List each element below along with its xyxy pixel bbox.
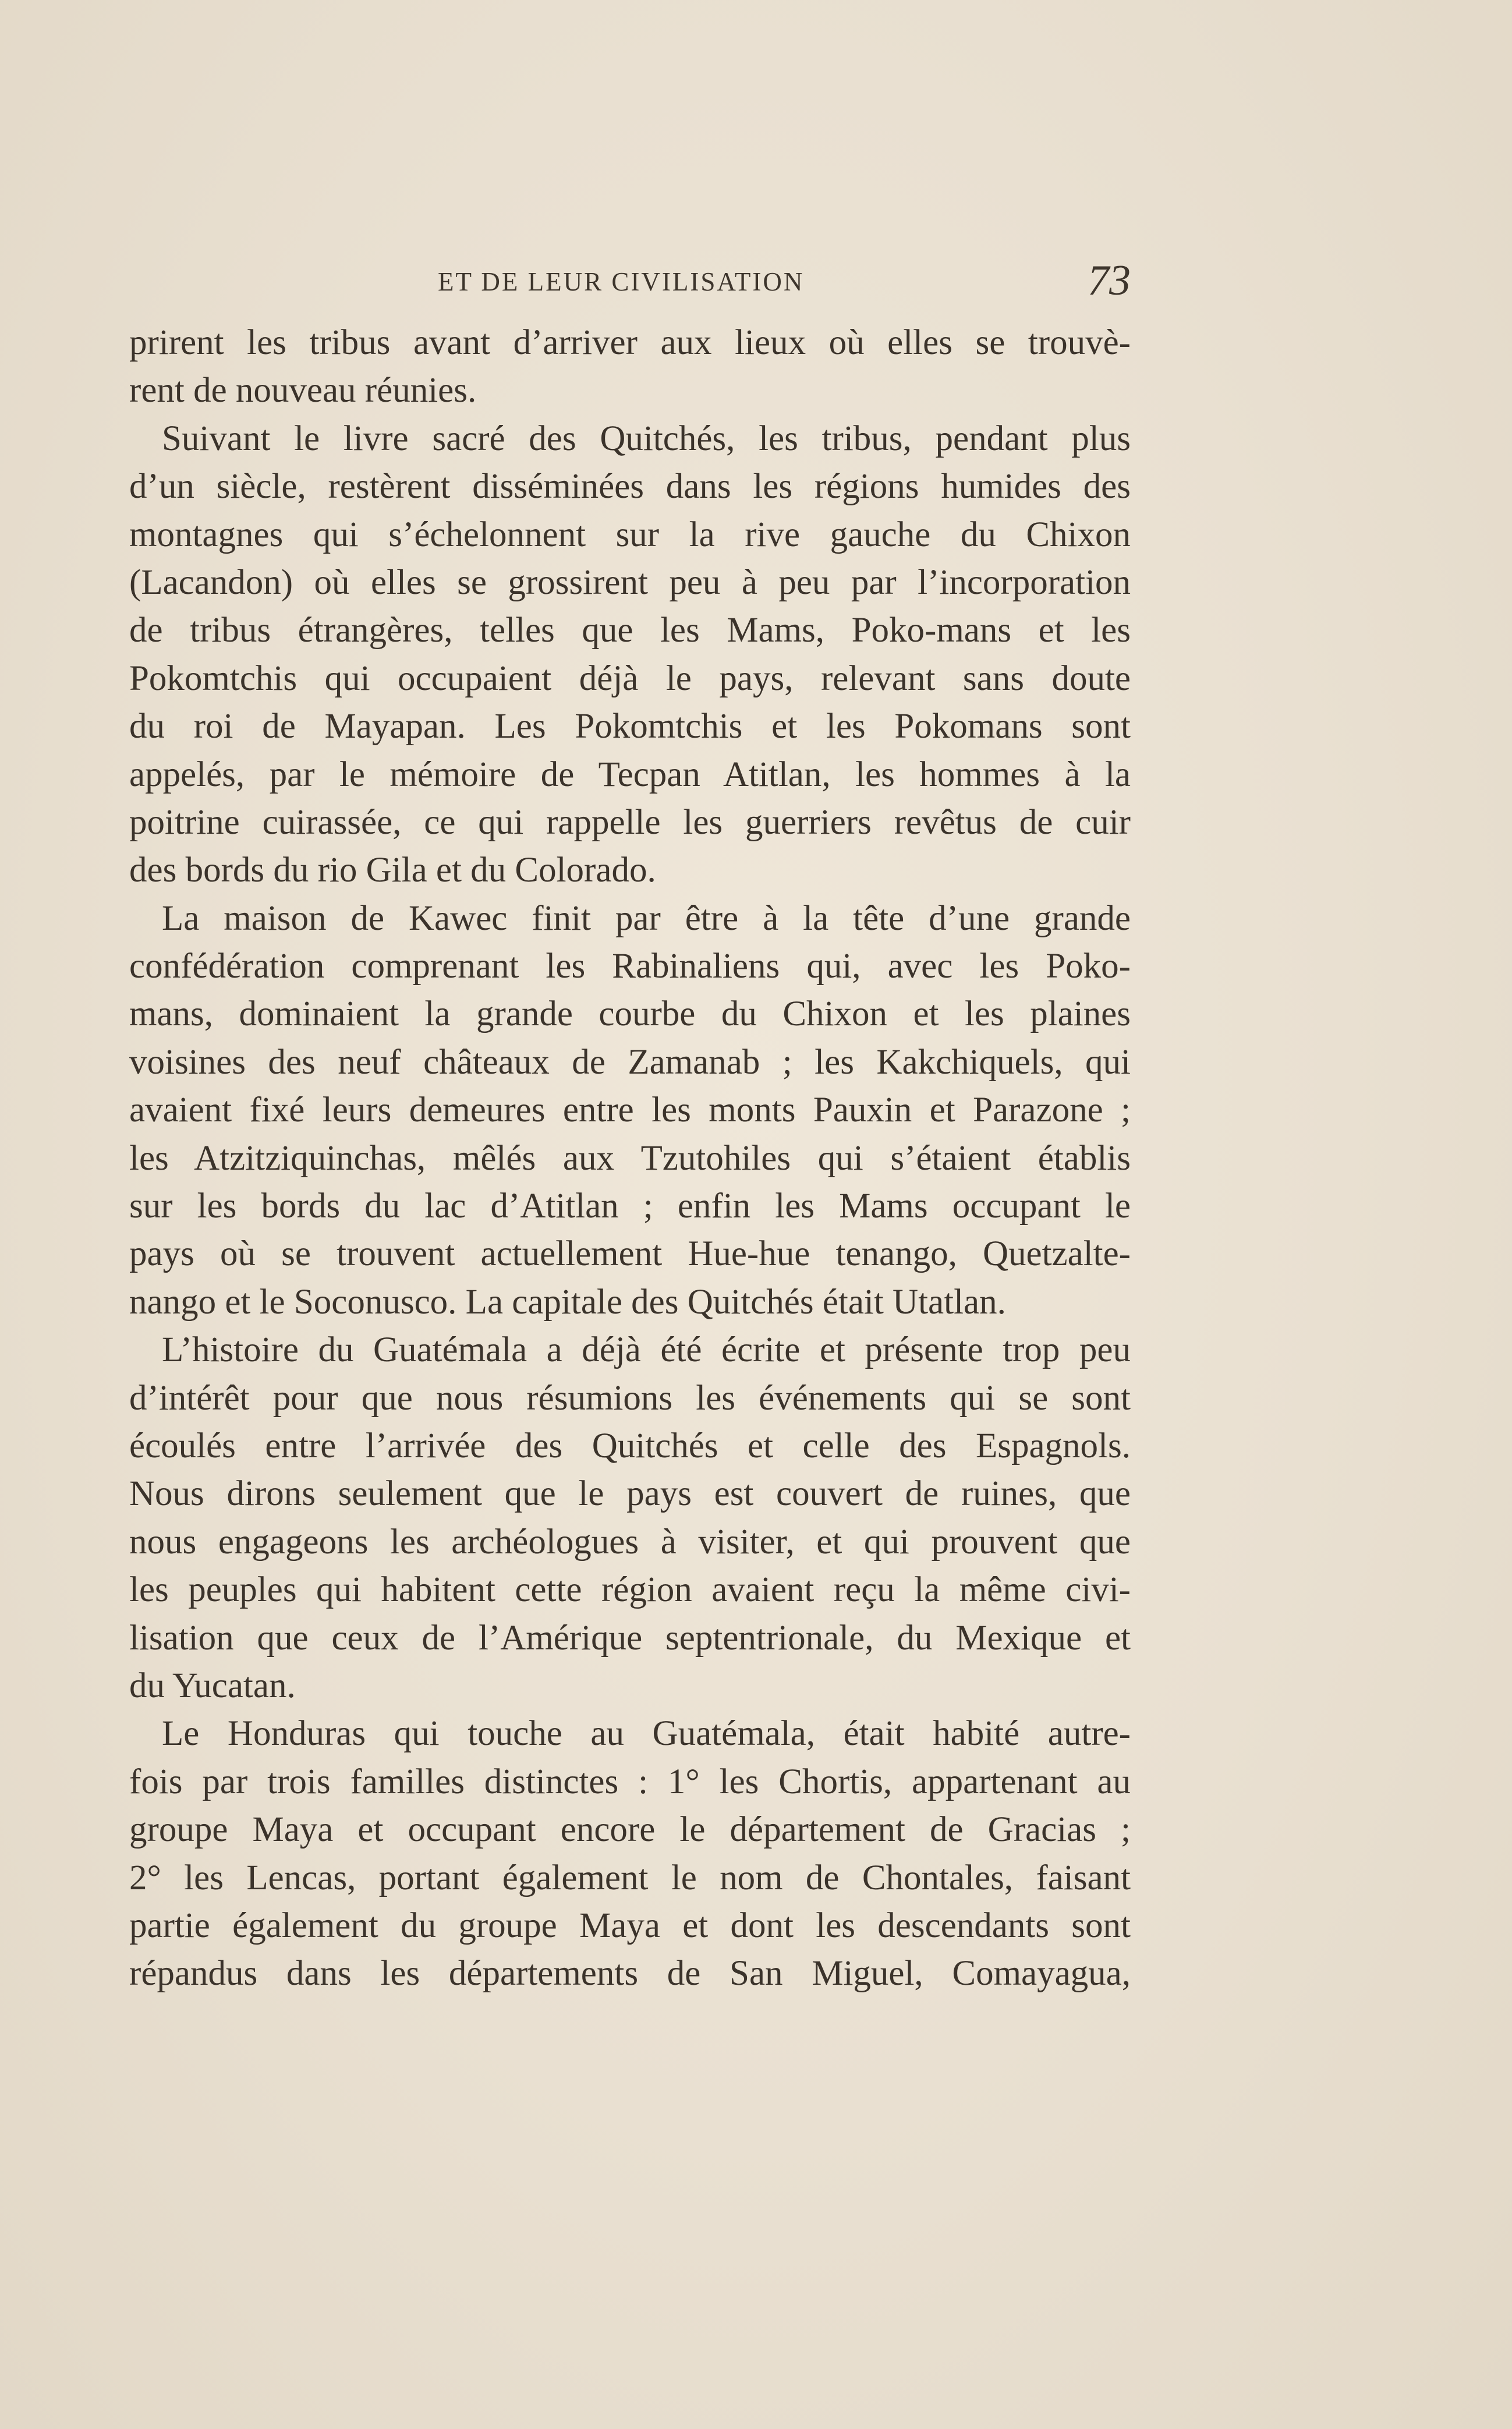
text-line: Le Honduras qui touche au Guatémala, était habité autre- xyxy=(162,1714,1131,1754)
text-line: rent de nouveau réunies. xyxy=(129,371,477,410)
text-line: du Yucatan. xyxy=(129,1666,296,1705)
text-line: de tribus étrangères, telles que les Mams, Poko-mans et les xyxy=(129,611,1131,650)
text-line: fois par trois familles distinctes : 1° les Chortis, appartenant au xyxy=(129,1762,1131,1801)
text-line: poitrine cuirassée, ce qui rappelle les guerriers revêtus de cuir xyxy=(129,802,1131,842)
text-line: Suivant le livre sacré des Quitchés, les tribus, pendant plus xyxy=(162,419,1131,458)
text-line: d’intérêt pour que nous résumions les événements qui se sont xyxy=(129,1378,1131,1418)
text-line: appelés, par le mémoire de Tecpan Atitlan, les hommes à la xyxy=(129,755,1131,794)
body-text xyxy=(129,319,1131,1998)
text-line: lisation que ceux de l’Amérique septentrionale, du Mexique et xyxy=(129,1618,1131,1658)
text-line: mans, dominaient la grande courbe du Chixon et les plaines xyxy=(129,994,1131,1034)
text-line: confédération comprenant les Rabinaliens qui, avec les Poko- xyxy=(129,947,1131,986)
text-line: écoulés entre l’arrivée des Quitchés et celle des Espagnols. xyxy=(129,1426,1131,1465)
text-line: (Lacandon) où elles se grossirent peu à peu par l’incorporation xyxy=(129,562,1131,602)
text-line: partie également du groupe Maya et dont les descendants sont xyxy=(129,1906,1131,1945)
text-line: d’un siècle, restèrent disséminées dans les régions humides des xyxy=(129,467,1131,507)
text-line: groupe Maya et occupant encore le département de Gracias ; xyxy=(129,1810,1131,1850)
text-line: voisines des neuf châteaux de Zamanab ; les Kakchiquels, qui xyxy=(129,1042,1131,1082)
text-line: du roi de Mayapan. Les Pokomtchis et les Pokomans sont xyxy=(129,707,1131,746)
text-line: des bords du rio Gila et du Colorado. xyxy=(129,851,656,890)
text-line: nous engageons les archéologues à visiter, et qui prouvent que xyxy=(129,1522,1131,1562)
page-number: 73 xyxy=(1088,257,1131,304)
text-line: L’histoire du Guatémala a déjà été écrite et présente trop peu xyxy=(162,1330,1131,1370)
text-line: nango et le Soconusco. La capitale des Quitchés était Utatlan. xyxy=(129,1282,1006,1322)
text-line: 2° les Lencas, portant également le nom de Chontales, faisant xyxy=(129,1858,1131,1897)
text-line: montagnes qui s’échelonnent sur la rive gauche du Chixon xyxy=(129,515,1131,554)
text-line: prirent les tribus avant d’arriver aux lieux où elles se trouvè- xyxy=(129,323,1131,362)
running-head xyxy=(129,256,1131,314)
text-line: sur les bords du lac d’Atitlan ; enfin les Mams occupant le xyxy=(129,1187,1131,1226)
text-line: avaient fixé leurs demeures entre les monts Pauxin et Parazone ; xyxy=(129,1090,1131,1130)
text-line: les Atzitziquinchas, mêlés aux Tzutohiles qui s’étaient établis xyxy=(129,1138,1131,1178)
text-line: les peuples qui habitent cette région avaient reçu la même civi- xyxy=(129,1570,1131,1610)
text-line: Nous dirons seulement que le pays est couvert de ruines, que xyxy=(129,1474,1131,1514)
text-line: Pokomtchis qui occupaient déjà le pays, relevant sans doute xyxy=(129,658,1131,698)
text-line: répandus dans les départements de San Miguel, Comayagua, xyxy=(129,1954,1131,1994)
running-title: ET DE LEUR CIVILISATION xyxy=(438,267,805,296)
text-line: La maison de Kawec finit par être à la tête d’une grande xyxy=(162,898,1131,938)
text-line: pays où se trouvent actuellement Hue-hue tenango, Quetzalte- xyxy=(129,1234,1131,1274)
